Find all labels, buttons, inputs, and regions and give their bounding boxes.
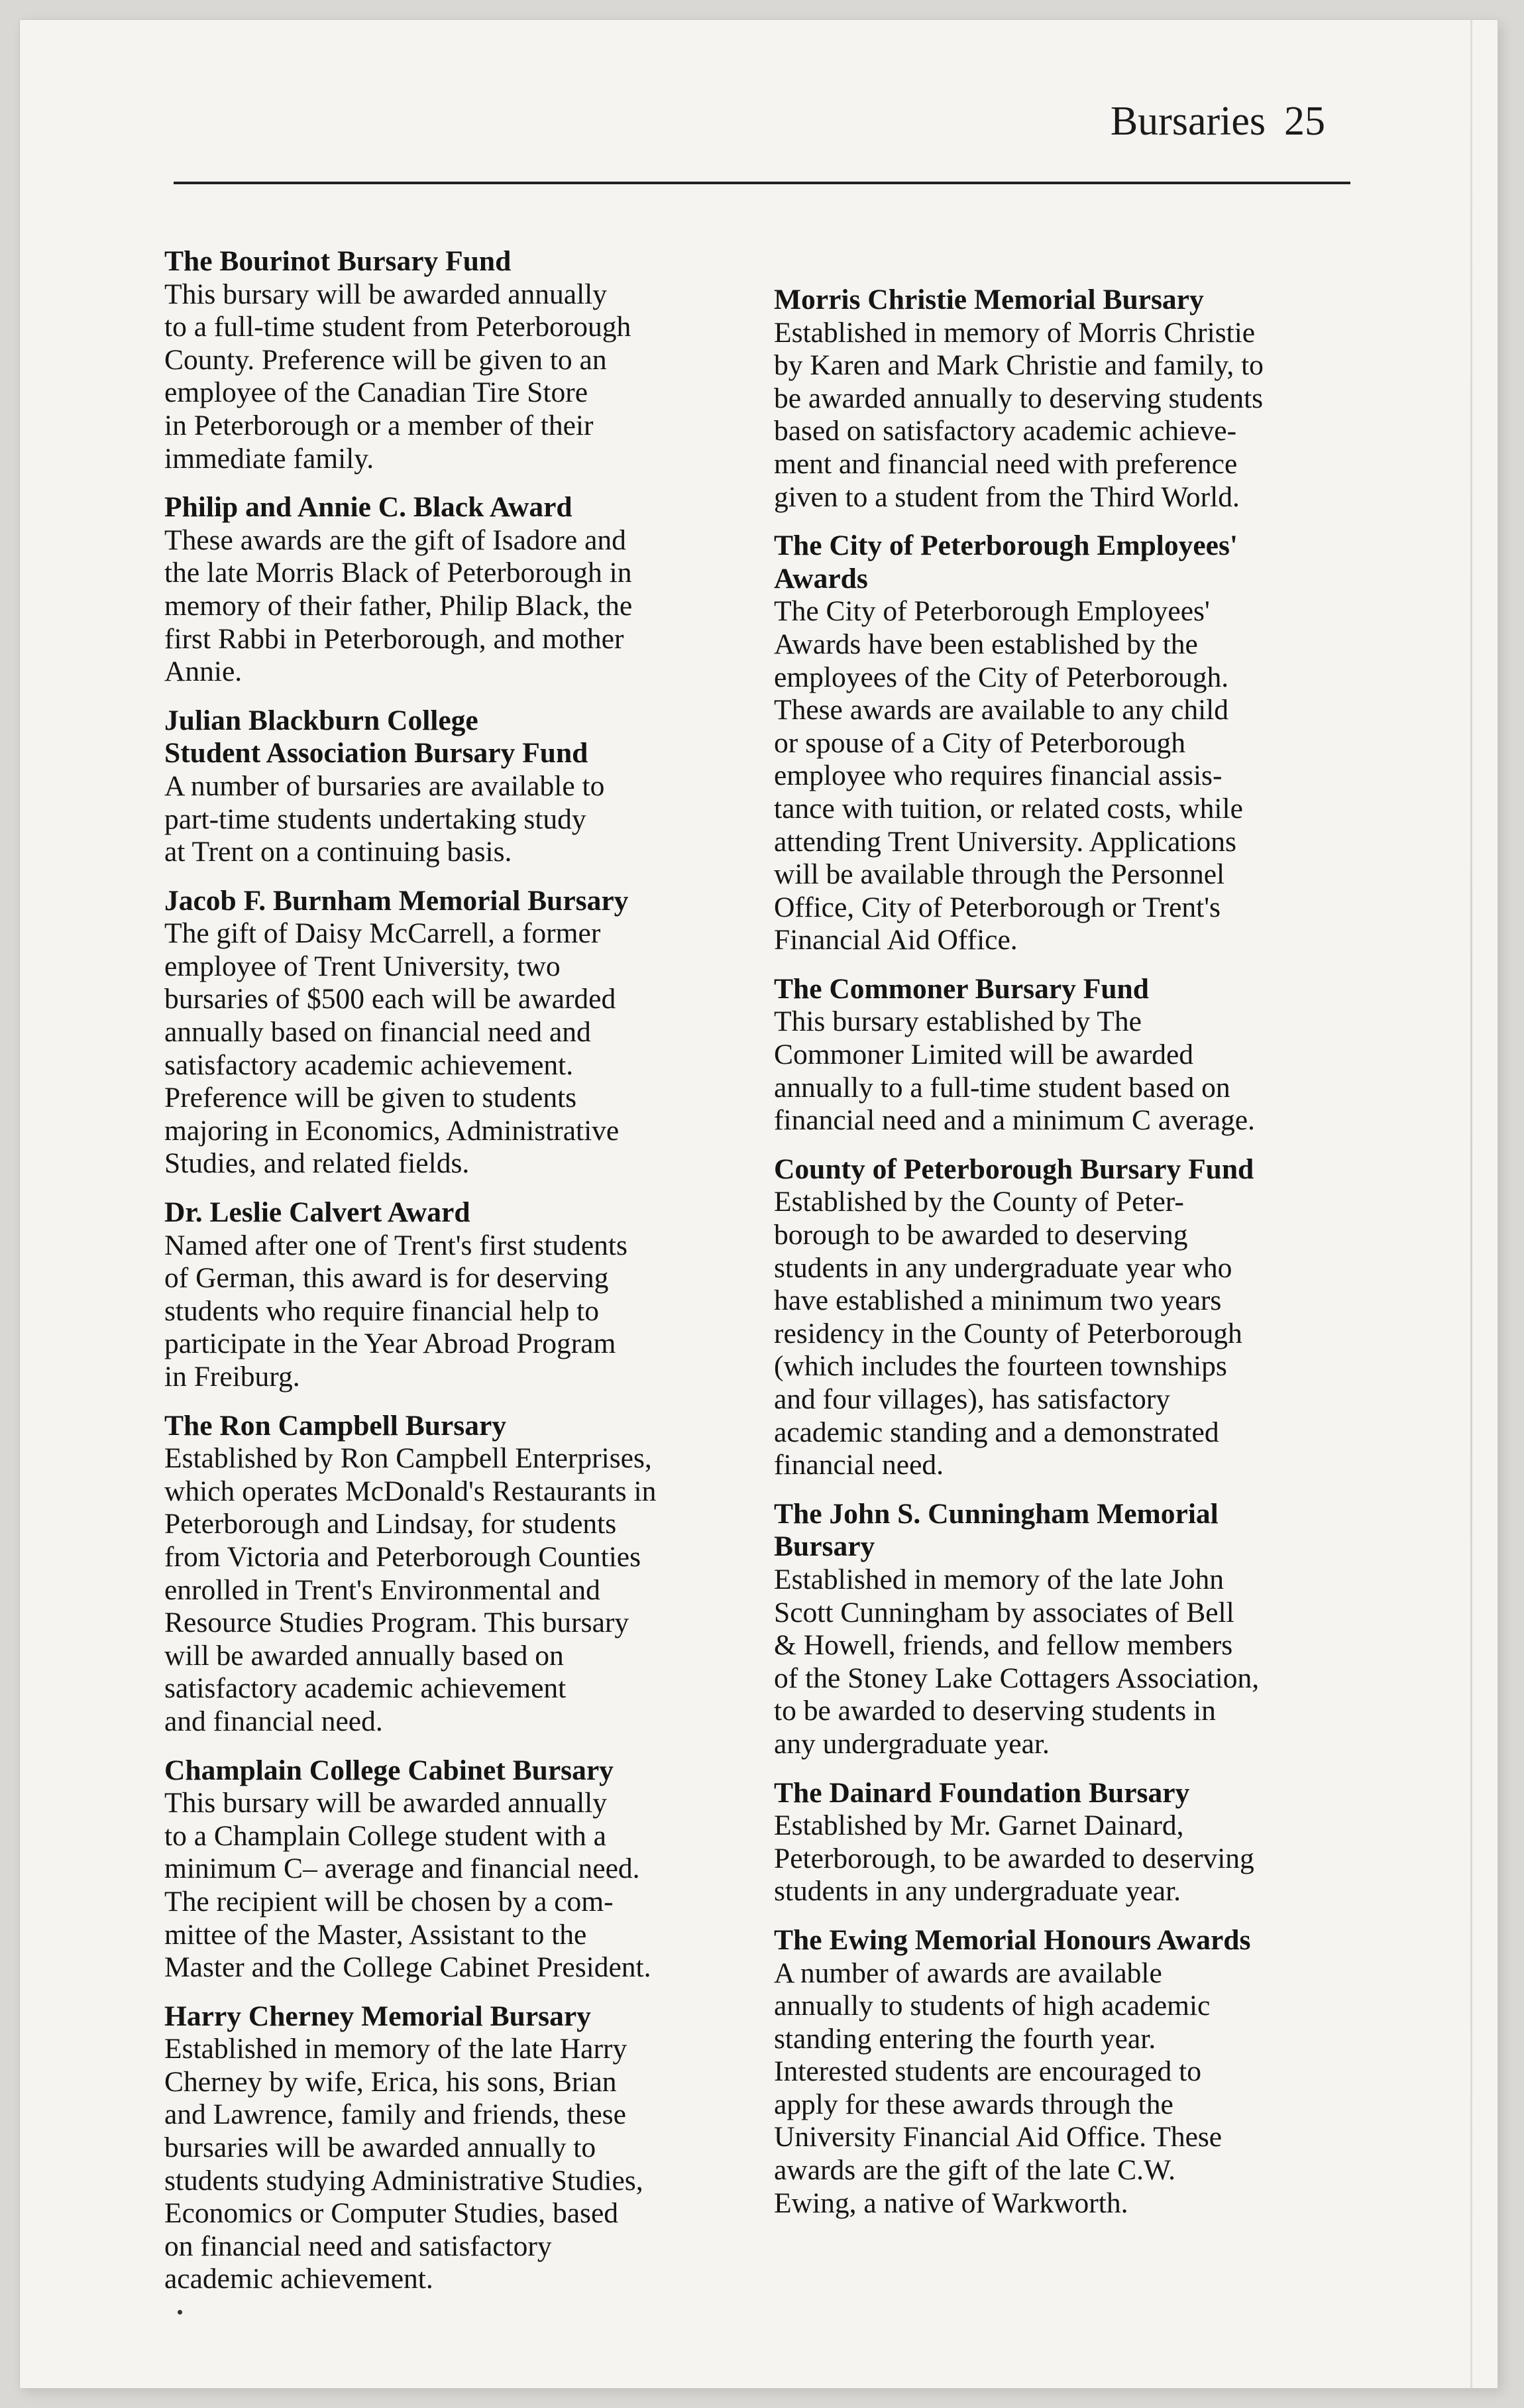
bursary-description-line: in Freiburg.: [164, 1361, 300, 1393]
bursary-title: Philip and Annie C. Black Award: [164, 491, 572, 524]
bursary-description-line: This bursary established by The: [774, 1005, 1142, 1038]
bursary-description-line: any undergraduate year.: [774, 1727, 1050, 1760]
bursary-description-line: A number of bursaries are available to: [164, 770, 605, 802]
bursary-description-line: minimum C– average and financial need.: [164, 1853, 640, 1885]
bursary-description-line: apply for these awards through the: [774, 2088, 1173, 2120]
bursary-description-line: Master and the College Cabinet President.: [164, 1951, 651, 1984]
bursary-description-line: Established in memory of the late John: [774, 1563, 1224, 1595]
bursary-description-line: These awards are available to any child: [774, 694, 1229, 726]
bursary-description-line: residency in the County of Peterborough: [774, 1317, 1242, 1349]
bursary-entry: [774, 530, 1357, 957]
bursary-description-line: Established by Mr. Garnet Dainard,: [774, 1809, 1184, 1842]
bursary-description-line: These awards are the gift of Isadore and: [164, 524, 626, 556]
bursary-entry: [164, 1196, 734, 1394]
bursary-description-line: Annie.: [164, 656, 243, 688]
bursary-title: Champlain College Cabinet Bursary: [164, 1754, 614, 1786]
bursary-description-line: Financial Aid Office.: [774, 924, 1018, 956]
bursary-description-line: Office, City of Peterborough or Trent's: [774, 891, 1221, 923]
bursary-title: Student Association Bursary Fund: [164, 737, 588, 770]
bursary-description-line: Named after one of Trent's first students: [164, 1229, 627, 1261]
bursary-description-line: Economics or Computer Studies, based: [164, 2197, 619, 2230]
bursary-description-line: of German, this award is for deserving: [164, 1262, 609, 1294]
bursary-description-line: by Karen and Mark Christie and family, to: [774, 349, 1264, 382]
bursary-description-line: Commoner Limited will be awarded: [774, 1039, 1194, 1071]
bursary-title: The Ewing Memorial Honours Awards: [774, 1923, 1251, 1956]
bursary-description-line: financial need and a minimum C average.: [774, 1104, 1255, 1137]
bursary-title: The Ron Campbell Bursary: [164, 1409, 507, 1442]
bursary-entry: [164, 1754, 734, 1984]
bursary-description-line: mittee of the Master, Assistant to the: [164, 1918, 587, 1951]
bursary-entry: [164, 1410, 734, 1739]
bursary-description-line: tance with tuition, or related costs, while: [774, 792, 1243, 825]
bursary-description-line: to be awarded to deserving students in: [774, 1695, 1216, 1727]
bursary-description-line: The recipient will be chosen by a com-: [164, 1885, 614, 1918]
running-head-title: Bursaries: [1110, 99, 1266, 144]
page-header: [20, 20, 1497, 192]
bursary-description-line: academic standing and a demonstrated: [774, 1416, 1219, 1448]
bursary-description-line: University Financial Aid Office. These: [774, 2121, 1223, 2153]
bursary-description-line: The gift of Daisy McCarrell, a former: [164, 917, 601, 950]
bursary-entry: [164, 491, 734, 689]
bursary-entry: [164, 2000, 734, 2296]
bursary-description-line: ment and financial need with preference: [774, 447, 1238, 480]
bursary-description-line: financial need.: [774, 1449, 944, 1481]
bursary-title: Harry Cherney Memorial Bursary: [164, 2000, 591, 2032]
right-column: [774, 284, 1357, 2236]
bursary-description-line: academic achievement.: [164, 2263, 433, 2295]
bursary-description-line: to a Champlain College student with a: [164, 1819, 606, 1852]
left-column: [164, 245, 734, 2312]
bursary-description-line: in Peterborough or a member of their: [164, 409, 594, 441]
bursary-description-line: of the Stoney Lake Cottagers Association,: [774, 1662, 1260, 1694]
bursary-description-line: annually based on financial need and: [164, 1016, 591, 1049]
bursary-description-line: & Howell, friends, and fellow members: [774, 1629, 1233, 1662]
bursary-description-line: students who require financial help to: [164, 1294, 599, 1327]
bursary-description-line: or spouse of a City of Peterborough: [774, 726, 1185, 759]
bursary-description-line: on financial need and satisfactory: [164, 2230, 552, 2262]
bursary-description-line: be awarded annually to deserving students: [774, 382, 1264, 414]
bursary-description-line: and Lawrence, family and friends, these: [164, 2098, 626, 2131]
bursary-description-line: have established a minimum two years: [774, 1285, 1222, 1317]
bursary-title: Morris Christie Memorial Bursary: [774, 284, 1204, 315]
bursary-description-line: Established by Ron Campbell Enterprises,: [164, 1442, 652, 1475]
bursary-description-line: Ewing, a native of Warkworth.: [774, 2187, 1128, 2219]
bursary-description-line: given to a student from the Third World.: [774, 481, 1240, 513]
bursary-description-line: will be awarded annually based on: [164, 1639, 564, 1672]
bursary-description-line: This bursary will be awarded annually: [164, 278, 608, 310]
bursary-entry: [774, 1498, 1357, 1761]
bursary-description-line: based on satisfactory academic achieve-: [774, 415, 1237, 447]
bursary-description-line: Preference will be given to students: [164, 1082, 577, 1114]
bursary-entry: [774, 1777, 1357, 1908]
bursary-description-line: students in any undergraduate year who: [774, 1251, 1232, 1284]
header-rule: [174, 182, 1350, 184]
bursary-description-line: A number of awards are available: [774, 1957, 1162, 1989]
bursary-entry: [164, 245, 734, 475]
bursary-description-line: part-time students undertaking study: [164, 803, 586, 835]
bursary-description-line: first Rabbi in Peterborough, and mother: [164, 622, 624, 655]
bursary-description-line: attending Trent University. Applications: [774, 825, 1236, 858]
bursary-description-line: (which includes the fourteen townships: [774, 1350, 1227, 1383]
bursary-description-line: students studying Administrative Studies,: [164, 2164, 643, 2197]
bursary-description-line: bursaries of $500 each will be awarded: [164, 983, 616, 1015]
bursary-description-line: Resource Studies Program. This bursary: [164, 1607, 629, 1639]
bursary-description-line: awards are the gift of the late C.W.: [774, 2154, 1175, 2187]
bursary-description-line: Peterborough, to be awarded to deserving: [774, 1842, 1254, 1874]
bursary-title: Julian Blackburn College: [164, 704, 478, 736]
bursary-title: Bursary: [774, 1530, 875, 1563]
bursary-description-line: Peterborough and Lindsay, for students: [164, 1508, 617, 1540]
bursary-description-line: borough to be awarded to deserving: [774, 1219, 1188, 1251]
bursary-description-line: Established by the County of Peter-: [774, 1186, 1184, 1218]
bursary-description-line: employees of the City of Peterborough.: [774, 661, 1229, 693]
bursary-description-line: immediate family.: [164, 442, 374, 475]
bursary-description-line: employee of the Canadian Tire Store: [164, 376, 588, 409]
bursary-title: The Dainard Foundation Bursary: [774, 1776, 1190, 1809]
bursary-description-line: at Trent on a continuing basis.: [164, 836, 512, 868]
bursary-description-line: the late Morris Black of Peterborough in: [164, 557, 632, 589]
bursary-description-line: Awards have been established by the: [774, 628, 1198, 660]
bursary-description-line: which operates McDonald's Restaurants in: [164, 1475, 657, 1507]
bursary-title: The John S. Cunningham Memorial: [774, 1497, 1219, 1530]
bursary-description-line: Studies, and related fields.: [164, 1147, 470, 1180]
bursary-description-line: memory of their father, Philip Black, the: [164, 589, 633, 622]
bursary-title: The Commoner Bursary Fund: [774, 972, 1149, 1005]
bursary-description-line: will be available through the Personnel: [774, 858, 1225, 891]
bursary-entry: [774, 284, 1357, 514]
bursary-title: Dr. Leslie Calvert Award: [164, 1196, 470, 1229]
bursary-description-line: bursaries will be awarded annually to: [164, 2132, 596, 2164]
bursary-title: The City of Peterborough Employees': [774, 530, 1238, 562]
bursary-entry: [774, 1153, 1357, 1482]
bursary-entry: [774, 973, 1357, 1137]
bursary-description-line: The City of Peterborough Employees': [774, 595, 1210, 628]
bursary-description-line: participate in the Year Abroad Program: [164, 1328, 616, 1360]
bursary-description-line: Scott Cunningham by associates of Bell: [774, 1596, 1234, 1629]
bursary-description-line: Cherney by wife, Erica, his sons, Brian: [164, 2065, 617, 2098]
bursary-description-line: employee who requires financial assis-: [774, 760, 1223, 792]
bursary-description-line: enrolled in Trent's Environmental and: [164, 1574, 600, 1606]
bursary-title: Awards: [774, 562, 868, 595]
bursary-entry: [774, 1924, 1357, 2220]
document-page: [20, 20, 1497, 2388]
bursary-description-line: majoring in Economics, Administrative: [164, 1114, 620, 1147]
bursary-description-line: standing entering the fourth year.: [774, 2022, 1156, 2055]
bursary-entry: [164, 885, 734, 1180]
bursary-description-line: employee of Trent University, two: [164, 950, 561, 982]
bursary-description-line: satisfactory academic achievement: [164, 1672, 567, 1705]
bursary-description-line: County. Preference will be given to an: [164, 343, 607, 376]
bursary-description-line: Established in memory of the late Harry: [164, 2033, 627, 2065]
bursary-description-line: This bursary will be awarded annually: [164, 1787, 608, 1819]
bursary-description-line: Interested students are encouraged to: [774, 2055, 1201, 2088]
bursary-description-line: annually to students of high academic: [774, 1990, 1211, 2022]
bursary-description-line: and four villages), has satisfactory: [774, 1383, 1170, 1415]
bursary-title: Jacob F. Burnham Memorial Bursary: [164, 884, 629, 917]
bursary-description-line: Established in memory of Morris Christie: [774, 316, 1256, 349]
bursary-description-line: satisfactory academic achievement.: [164, 1049, 574, 1081]
page-number: 25: [1284, 99, 1325, 144]
bursary-description-line: annually to a full-time student based on: [774, 1071, 1230, 1104]
bursary-title: County of Peterborough Bursary Fund: [774, 1153, 1254, 1185]
bursary-description-line: and financial need.: [164, 1705, 383, 1737]
bursary-description-line: students in any undergraduate year.: [774, 1875, 1181, 1908]
bursary-title: The Bourinot Bursary Fund: [164, 245, 512, 277]
bursary-description-line: to a full-time student from Peterborough: [164, 311, 631, 343]
stray-mark: [178, 2310, 182, 2315]
bursary-description-line: from Victoria and Peterborough Counties: [164, 1540, 641, 1573]
bursary-entry: [164, 705, 734, 869]
